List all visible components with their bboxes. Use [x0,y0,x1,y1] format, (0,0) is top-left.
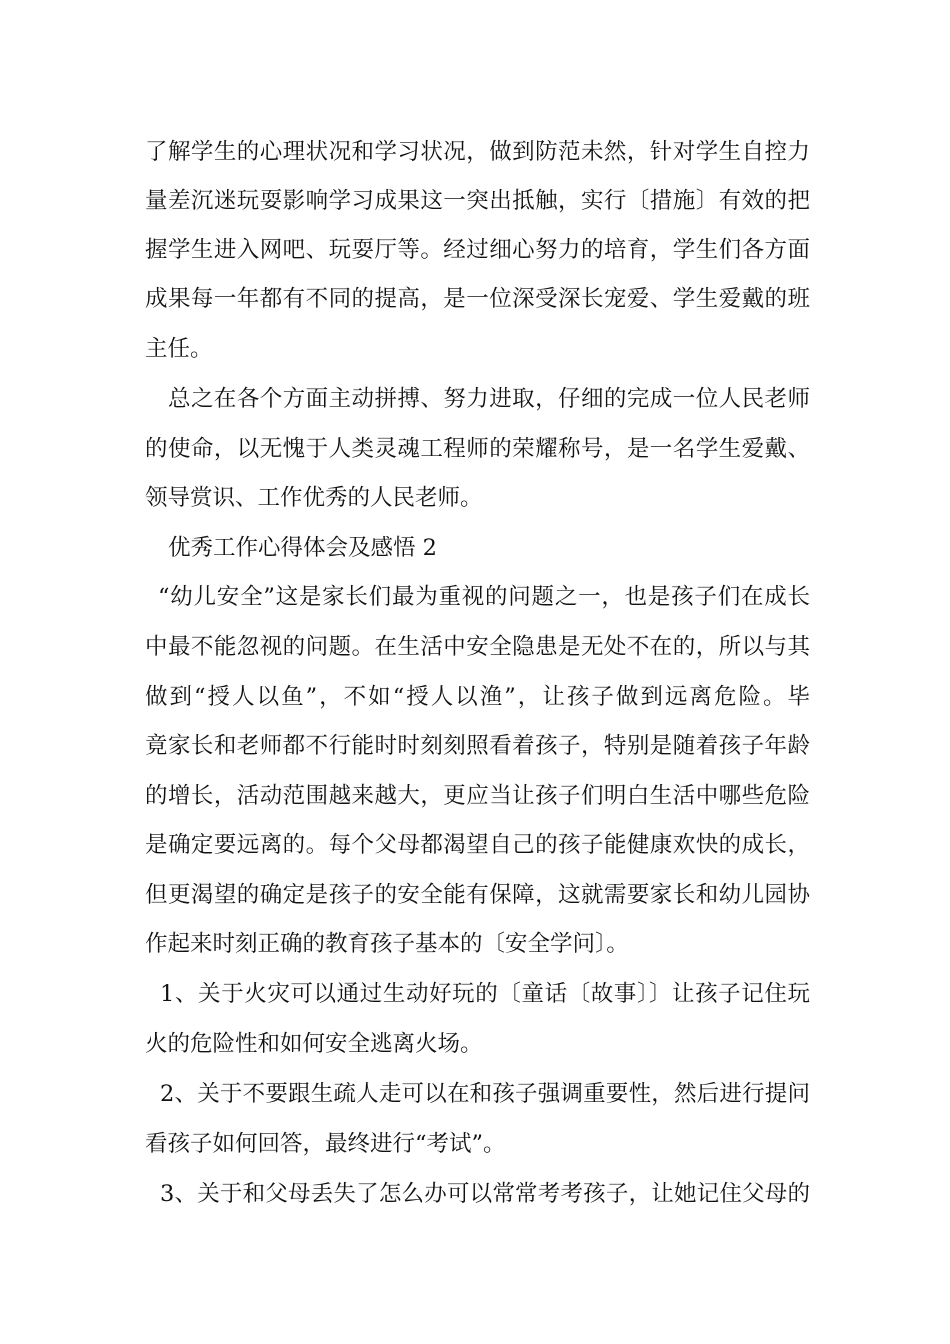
list-item-2-line-1: 2、关于不要跟生疏人走可以在和孩子强调重要性，然后进行提问 [160,1081,810,1107]
paragraph-3-line-3: 做到“授人以鱼”，不如“授人以渔”，让孩子做到远离危险。毕 [145,684,810,710]
paragraph-3-line-7: 但更渴望的确定是孩子的安全能有保障，这就需要家长和幼儿园协 [145,882,810,908]
paragraph-1-line-5: 主任。 [145,336,213,362]
paragraph-3-line-5: 的增长，活动范围越来越大，更应当让孩子们明白生活中哪些危险 [145,783,810,809]
paragraph-3-line-4: 竟家长和老师都不行能时时刻刻照看着孩子，特别是随着孩子年龄 [145,733,810,759]
paragraph-1-line-2: 量差沉迷玩耍影响学习成果这一突出抵触，实行〔措施〕有效的把 [145,188,810,214]
list-item-1-line-2: 火的危险性和如何安全逃离火场。 [145,1031,483,1057]
paragraph-1-line-1: 了解学生的心理状况和学习状况，做到防范未然，针对学生自控力 [145,139,810,165]
paragraph-1-line-3: 握学生进入网吧、玩耍厅等。经过细心努力的培育，学生们各方面 [145,237,810,263]
paragraph-2-line-3: 领导赏识、工作优秀的人民老师。 [145,485,483,511]
paragraph-1-line-4: 成果每一年都有不同的提高，是一位深受深长宠爱、学生爱戴的班 [145,286,810,312]
paragraph-3-line-2: 中最不能忽视的问题。在生活中安全隐患是无处不在的，所以与其 [145,634,810,660]
paragraph-3-line-6: 是确定要远离的。每个父母都渴望自己的孩子能健康欢快的成长， [145,832,810,858]
list-item-1-line-1: 1、关于火灾可以通过生动好玩的〔童话〔故事〕〕让孩子记住玩 [160,981,810,1007]
list-item-2-line-2: 看孩子如何回答，最终进行“考试”。 [145,1131,506,1157]
list-item-3-line-1: 3、关于和父母丢失了怎么办可以常常考考孩子，让她记住父母的 [160,1181,810,1207]
paragraph-2-line-1: 总之在各个方面主动拼搏、努力进取，仔细的完成一位人民老师 [168,386,810,412]
paragraph-3-line-8: 作起来时刻正确的教育孩子基本的〔安全学问〕。 [145,931,629,957]
paragraph-3-line-1: “幼儿安全”这是家长们最为重视的问题之一，也是孩子们在成长 [158,584,810,610]
section-heading: 优秀工作心得体会及感悟 2 [168,535,437,561]
paragraph-2-line-2: 的使命，以无愧于人类灵魂工程师的荣耀称号，是一名学生爱戴、 [145,436,810,462]
